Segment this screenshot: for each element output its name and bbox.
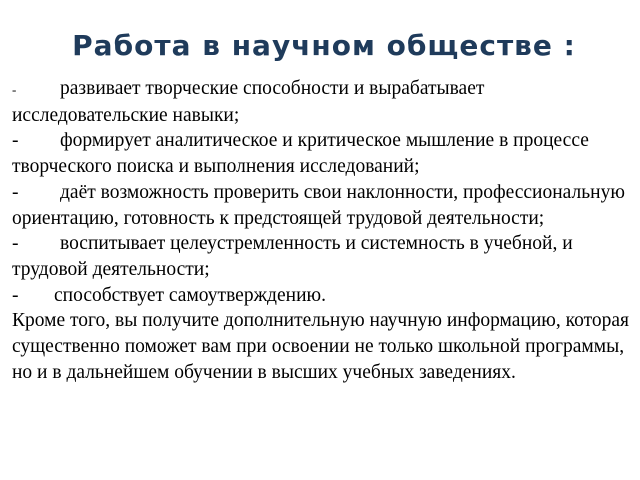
bullet-text: воспитывает целеустремленность и системность в учебной, и трудовой деятельности;	[12, 233, 573, 280]
bullet-marker: -	[12, 181, 19, 203]
bullet-item	[12, 76, 632, 128]
bullet-item	[12, 180, 632, 231]
bullet-marker: -	[12, 130, 19, 152]
bullet-text: даёт возможность проверить свои наклонности, профессиональную ориентацию, готовность к предстоящей трудовой деятельности;	[12, 181, 625, 229]
closing-paragraph: Кроме того, вы получите дополнительную научную информацию, которая существенно поможет вам при освоении не только школьной программы, но и в дальнейшем обучении в высших учебных заведениях.	[12, 310, 629, 383]
slide-body	[12, 76, 632, 385]
bullet-text: способствует самоутверждению.	[54, 284, 326, 306]
bullet-item	[12, 128, 632, 179]
bullet-marker: -	[12, 82, 17, 97]
bullet-item	[12, 231, 632, 282]
bullet-text: формирует аналитическое и критическое мышление в процессе творческого поиска и выполнения исследований;	[12, 130, 589, 178]
slide-title: Работа в научном обществе :	[72, 29, 576, 62]
bullet-marker: -	[12, 233, 19, 255]
bullet-item	[12, 283, 632, 309]
bullet-text: развивает творческие способности и вырабатывает исследовательские навыки;	[12, 78, 485, 126]
bullet-marker: -	[12, 284, 19, 306]
